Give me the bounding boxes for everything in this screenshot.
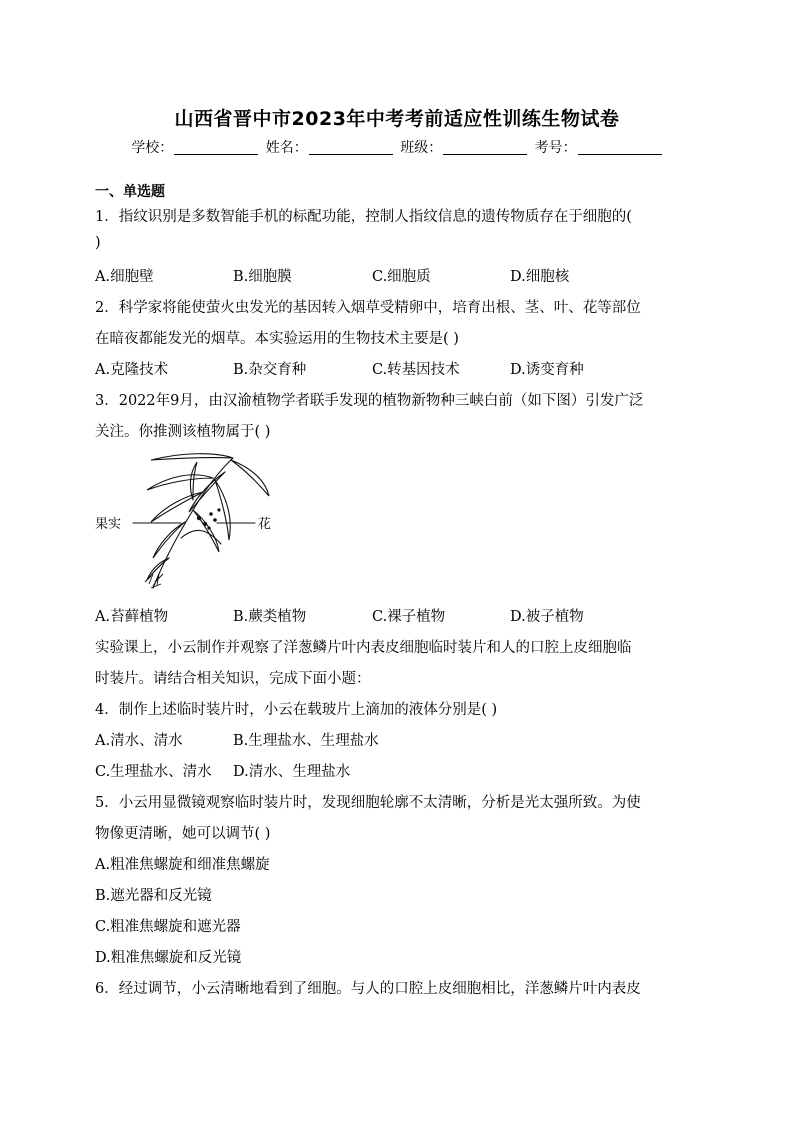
q3-option-a[interactable]: A.苔藓植物 [95, 609, 169, 625]
q3-option-b[interactable]: B.蕨类植物 [233, 609, 307, 625]
leaf [151, 454, 233, 460]
section-heading: 一、单选题 [95, 184, 165, 200]
q4-option-a[interactable]: A.清水、清水 [95, 733, 183, 749]
q5-option-c[interactable]: C.粗准焦螺旋和遮光器 [95, 919, 241, 935]
q5-stem-line1: 5．小云用显微镜观察临时装片时，发现细胞轮廓不太清晰，分析是光太强所致。为使 [95, 795, 641, 811]
q3-stem-line1: 3．2022年9月，由汉渝植物学者联手发现的植物新物种三峡白前（如下图）引发广泛 [95, 393, 644, 409]
q4-option-b[interactable]: B.生理盐水、生理盐水 [233, 733, 379, 749]
plant-figure [93, 448, 293, 594]
q5-option-d[interactable]: D.粗准焦螺旋和反光镜 [95, 950, 242, 966]
name-blank[interactable] [309, 140, 393, 155]
leaf [231, 460, 269, 496]
context-line1: 实验课上，小云制作并观察了洋葱鳞片叶内表皮细胞临时装片和人的口腔上皮细胞临 [95, 640, 632, 656]
fruit-dot [197, 516, 201, 520]
q3-option-d[interactable]: D.被子植物 [510, 609, 584, 625]
q2-stem-line2: 在暗夜都能发光的烟草。本实验运用的生物技术主要是( ) [95, 331, 459, 347]
q2-option-d[interactable]: D.诱变育种 [510, 362, 584, 378]
q2-option-a[interactable]: A.克隆技术 [95, 362, 169, 378]
q3-stem-line2: 关注。你推测该植物属于( ) [95, 424, 271, 440]
q1-stem-line2: ) [95, 235, 101, 251]
q2-stem-line1: 2．科学家将能使萤火虫发光的基因转入烟草受精卵中，培育出根、茎、叶、花等部位 [95, 300, 641, 316]
q5-stem-line2: 物像更清晰，她可以调节( ) [95, 826, 271, 842]
flower-dot [207, 526, 210, 529]
q2-option-c[interactable]: C.转基因技术 [372, 362, 460, 378]
school-blank[interactable] [174, 140, 258, 155]
context-line2: 时装片。请结合相关知识，完成下面小题： [95, 671, 371, 687]
q5-option-b[interactable]: B.遮光器和反光镜 [95, 888, 212, 904]
q5-option-a[interactable]: A.粗准焦螺旋和细准焦螺旋 [95, 857, 270, 873]
figure-label-fruit: 果实 [95, 517, 122, 532]
leaf [147, 475, 213, 490]
student-info-line [0, 137, 794, 157]
fruit-dot [203, 522, 207, 526]
q1-option-c[interactable]: C.细胞质 [372, 269, 431, 285]
school-label: 学校： [131, 140, 174, 156]
number-label: 考号： [534, 140, 577, 156]
q2-option-b[interactable]: B.杂交育种 [233, 362, 307, 378]
q1-option-a[interactable]: A.细胞壁 [95, 269, 154, 285]
figure-label-flower: 花 [258, 517, 272, 532]
number-blank[interactable] [578, 140, 662, 155]
q3-option-c[interactable]: C.裸子植物 [372, 609, 446, 625]
q1-stem-line1: 1．指纹识别是多数智能手机的标配功能，控制人指纹信息的遗传物质存在于细胞的( [95, 209, 632, 225]
flower-dot [209, 512, 213, 516]
q1-option-b[interactable]: B.细胞膜 [233, 269, 292, 285]
q1-option-d[interactable]: D.细胞核 [510, 269, 570, 285]
q6-stem-line1: 6．经过调节，小云清晰地看到了细胞。与人的口腔上皮细胞相比，洋葱鳞片叶内表皮 [95, 981, 641, 997]
flower-dot [217, 508, 220, 511]
q4-option-c[interactable]: C.生理盐水、清水 [95, 764, 212, 780]
class-blank[interactable] [443, 140, 527, 155]
leaf [215, 480, 230, 540]
q4-stem-line1: 4．制作上述临时装片时，小云在载玻片上滴加的液体分别是( ) [95, 702, 498, 718]
class-label: 班级： [400, 140, 443, 156]
exam-title: 山西省晋中市2023年中考考前适应性训练生物试卷 [174, 108, 620, 130]
flower-dot [213, 518, 217, 522]
q4-option-d[interactable]: D.清水、生理盐水 [233, 764, 351, 780]
name-label: 姓名： [265, 140, 308, 156]
